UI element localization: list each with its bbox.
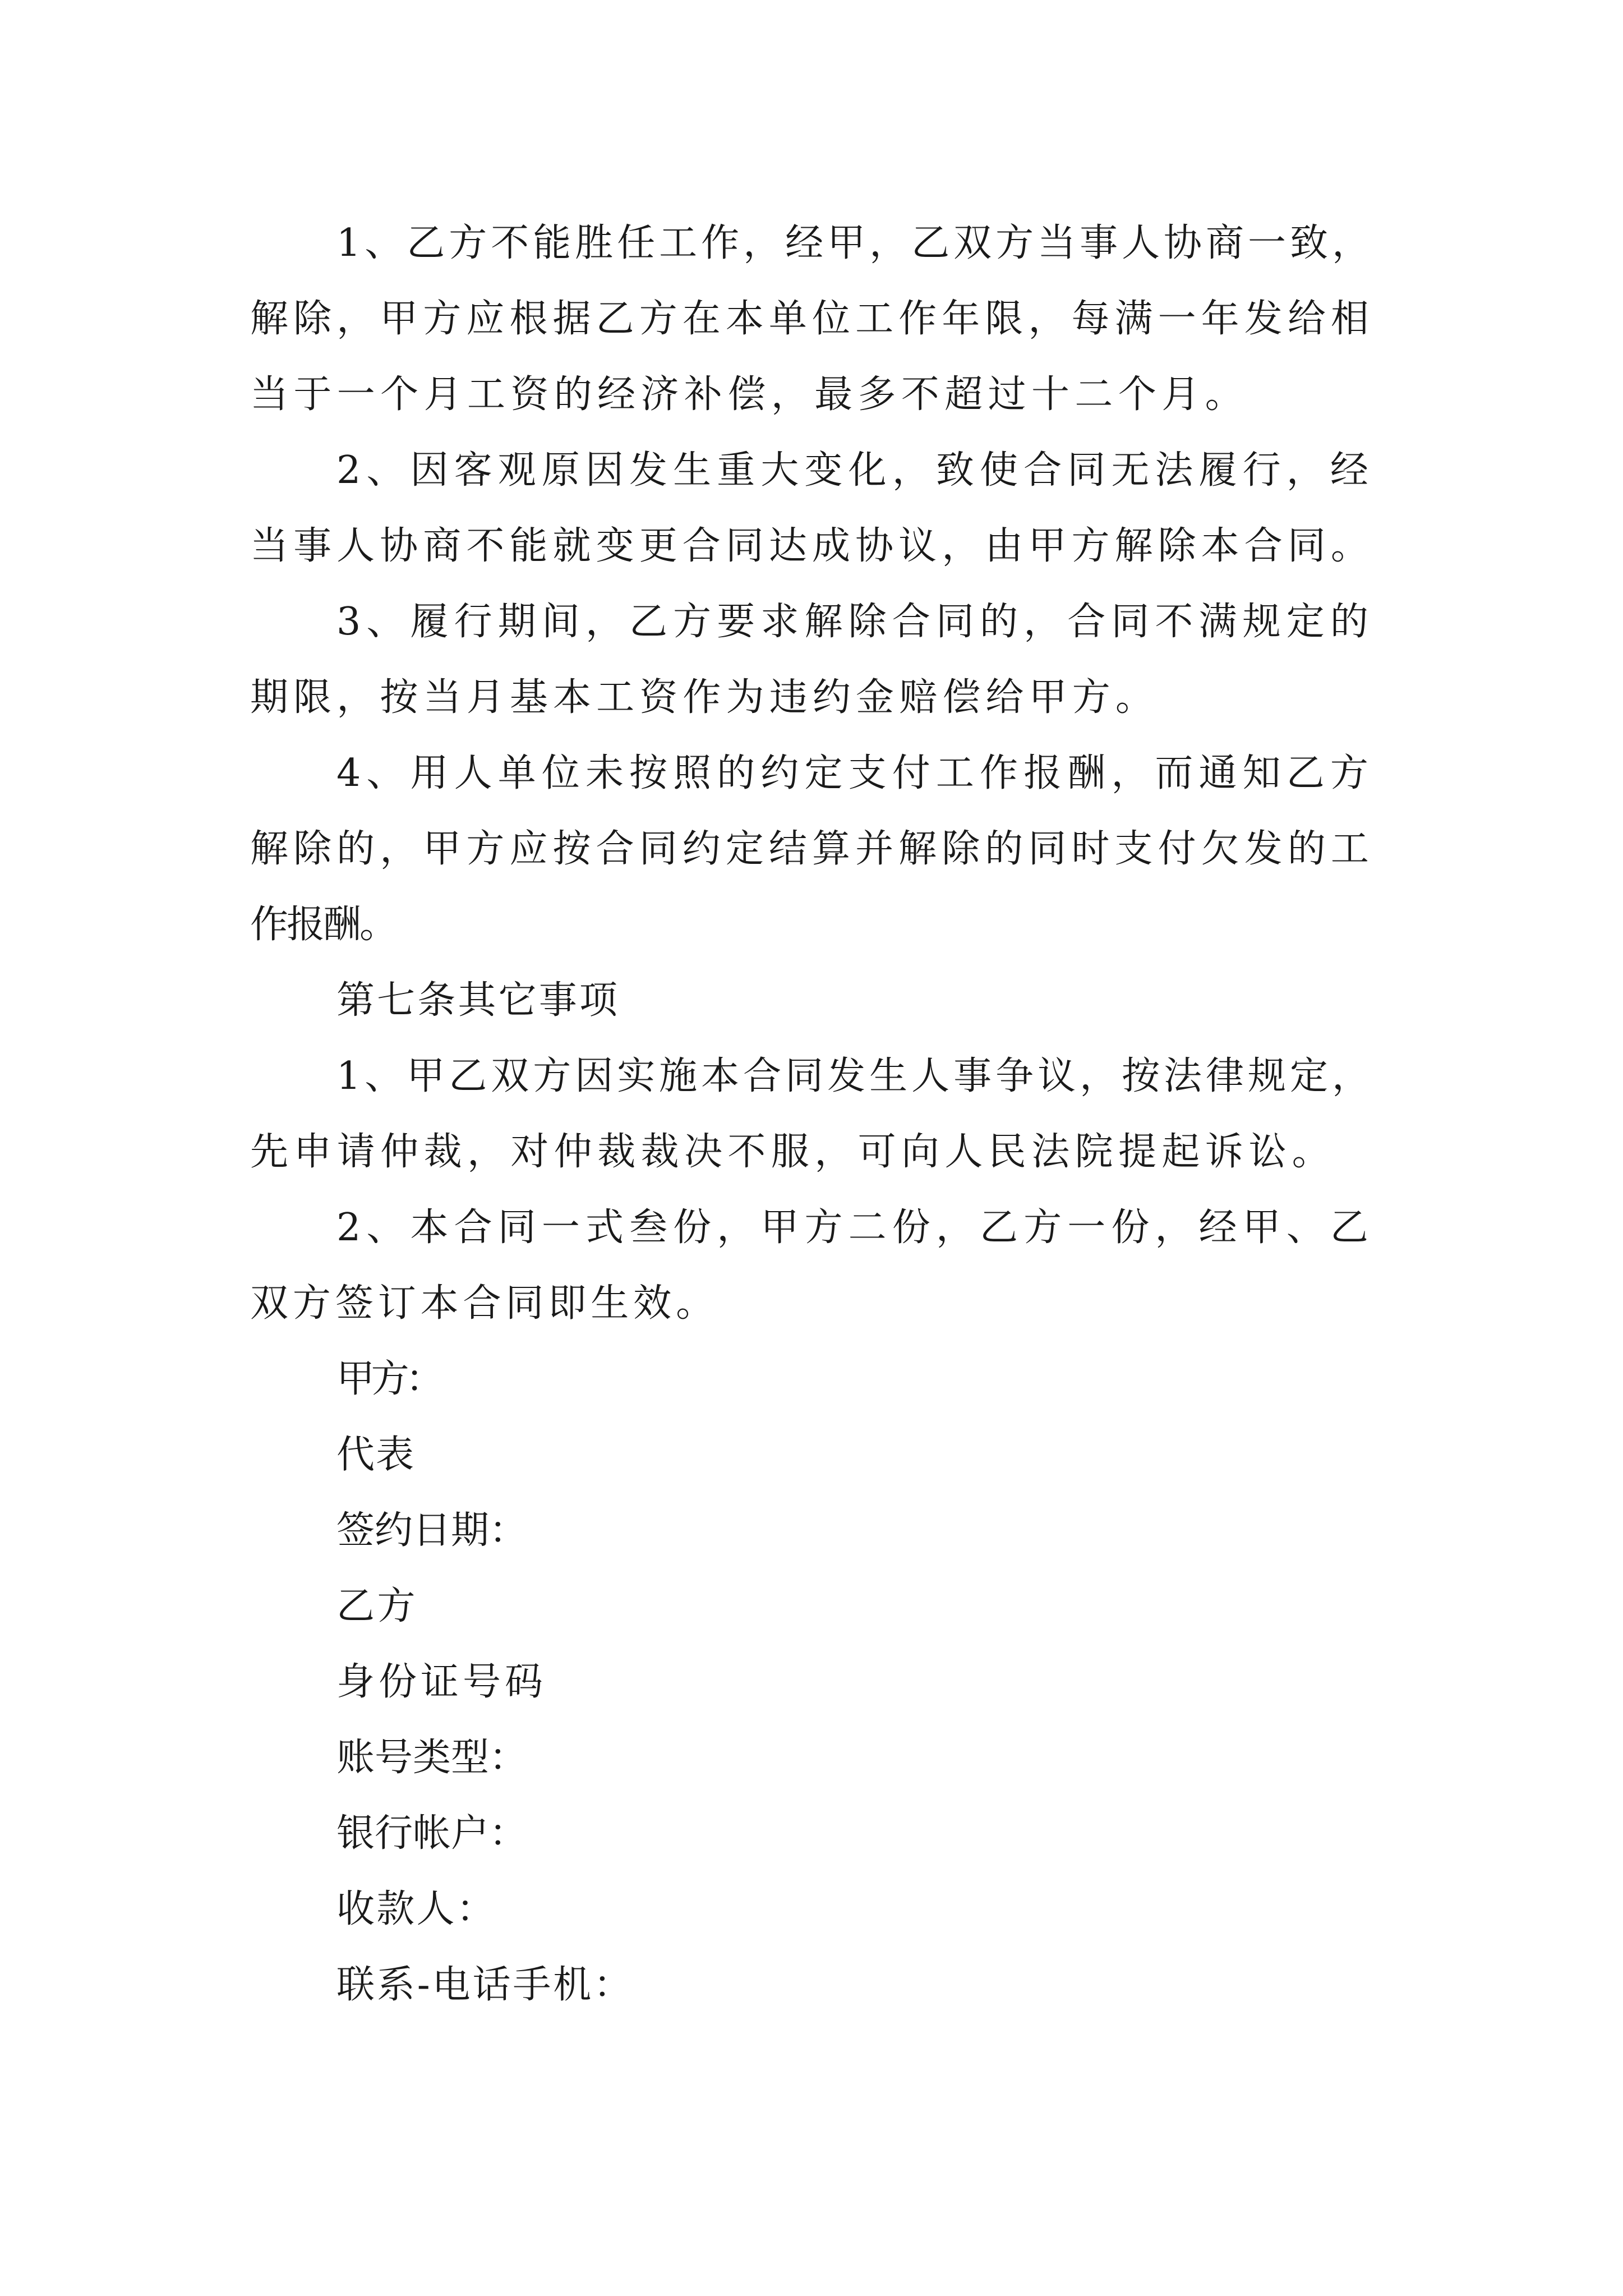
party-b-label: 乙方 xyxy=(336,1584,418,1628)
clause-3-line-2: 期限，按当月基本工资作为违约金赔偿给甲方。 xyxy=(250,675,1159,720)
section-7-clause-2-line-2: 双方签订本合同即生效。 xyxy=(250,1281,718,1326)
clause-1-line-1: 1、乙方不能胜任工作，经甲，乙双方当事人协商一致， xyxy=(336,221,1374,265)
section-7-clause-2-line-1: 2、本合同一式叁份，甲方二份，乙方一份，经甲、乙 xyxy=(336,1205,1374,1250)
clause-4-line-1: 4、用人单位未按照的约定支付工作报酬，而通知乙方 xyxy=(336,751,1374,795)
signing-date-label: 签约日期： xyxy=(336,1508,527,1553)
clause-1-line-3: 当于一个月工资的经济补偿，最多不超过十二个月。 xyxy=(250,372,1248,417)
party-a-label: 甲方： xyxy=(336,1357,440,1401)
clause-3-line-1: 3、履行期间，乙方要求解除合同的，合同不满规定的 xyxy=(336,600,1374,644)
id-number-label: 身份证号码 xyxy=(336,1660,547,1704)
clause-2-line-1: 2、因客观原因发生重大变化，致使合同无法履行，经 xyxy=(336,448,1374,493)
section-7-heading-text: 第七条其它事项 xyxy=(336,978,620,1023)
clause-2-line-2: 当事人协商不能就变更合同达成协议，由甲方解除本合同。 xyxy=(250,524,1374,568)
representative-label: 代表 xyxy=(336,1433,415,1477)
section-7-clause-1-line-1: 1、甲乙双方因实施本合同发生人事争议，按法律规定， xyxy=(336,1054,1374,1098)
clause-4-line-3: 作报酬。 xyxy=(250,903,396,947)
clause-1-line-2: 解除，甲方应根据乙方在本单位工作年限，每满一年发给相 xyxy=(250,297,1374,341)
section-7-clause-1-line-2: 先申请仲裁，对仲裁裁决不服，可向人民法院提起诉讼。 xyxy=(250,1130,1335,1174)
contact-phone-label: 联系-电话手机： xyxy=(336,1963,634,2007)
payee-label: 收款人： xyxy=(336,1887,496,1931)
clause-4-line-2: 解除的，甲方应按合同约定结算并解除的同时支付欠发的工 xyxy=(250,827,1374,871)
account-type-label: 账号类型： xyxy=(336,1736,527,1780)
bank-account-label: 银行帐户： xyxy=(336,1811,527,1856)
